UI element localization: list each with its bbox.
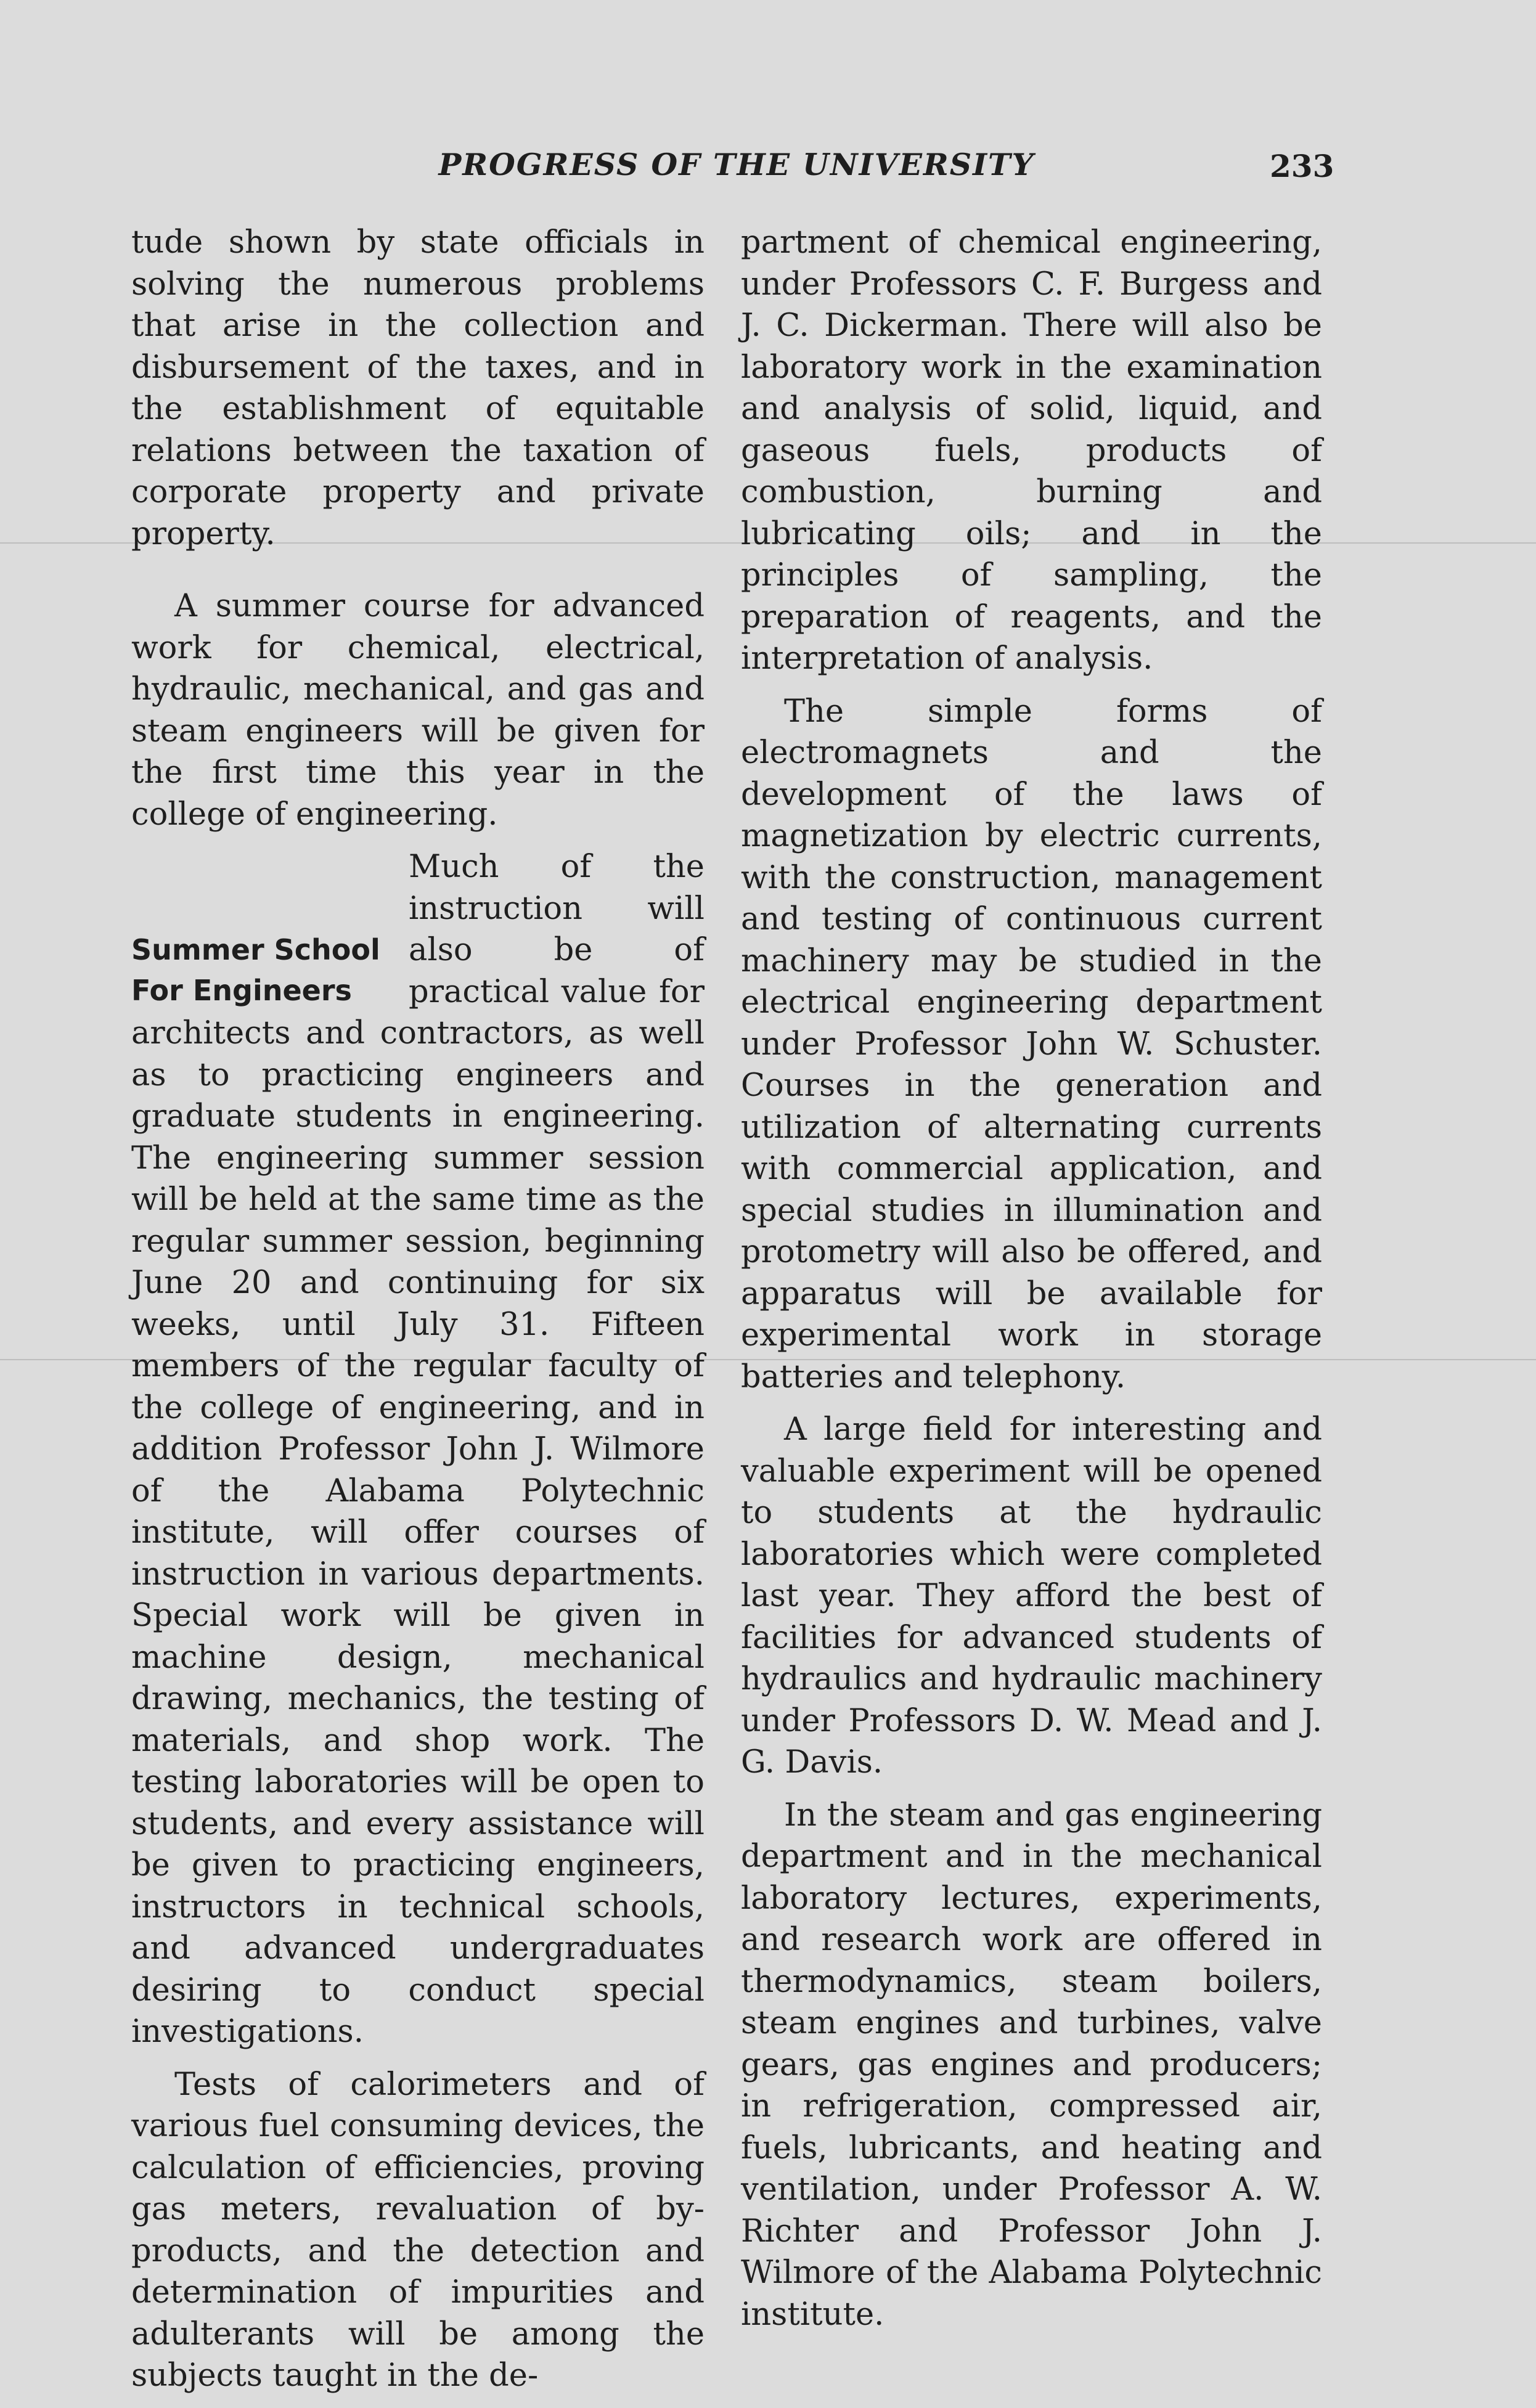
paragraph: In the steam and gas engineering department and in the mechanical laboratory lectures, experiments, and research work are offered in thermodynamics, steam boilers, steam engines and turbines, valve gears, gas engines and producers; in refrigeration, compressed air, fuels, lubricants, and heating and ventilation, under Professor A. W. Richter and Professor John J. Wilmore of the Alabama Polytechnic institute. (741, 1797, 1322, 2333)
running-title: PROGRESS OF THE UNIVERSITY (438, 147, 1035, 182)
paragraph (131, 586, 705, 835)
paragraph-lead: A summer course for advanced work for chemical, electrical, hydraulic, mechanical, and gas and steam engineers will be given for the first time this year in the college of engineering. (131, 588, 705, 833)
paragraph: partment of chemical engineering, under Professors C. F. Burgess and J. C. Dickerman. There will also be laboratory work in the examination and analysis of solid, liquid, and gaseous fuels, products of combustion, burning and lubricating oils; and in the principles of sampling, the preparation of reagents, and the interpretation of analysis. (741, 224, 1322, 677)
page-number: 233 (1270, 148, 1334, 184)
paragraph: A large field for interesting and valuable experiment will be opened to students at the hydraulic laboratories which were completed last year. They afford the best of facilities for advanced students of hydraulics and hydraulic machinery under Professors D. W. Mead and J. G. Davis. (741, 1411, 1322, 1781)
side-heading-line: Summer School (131, 933, 380, 966)
side-heading-line: For Engineers (131, 974, 352, 1007)
side-heading (131, 929, 396, 1011)
summer-school-section (131, 846, 705, 2053)
left-column (131, 222, 705, 2408)
paragraph: Tests of calorimeters and of various fuel consuming devices, the calculation of efficiencies, proving gas meters, revaluation of by-products, and the detection and determination of impurities and adulterants will be among the subjects taught in the de- (131, 2066, 705, 2394)
paragraph: tude shown by state officials in solving the numerous problems that arise in the collection and disbursement of the taxes, and in the establishment of equitable relations between the taxation of corporate property and private property. (131, 224, 705, 552)
right-column (741, 222, 1322, 2346)
paragraph: Much of the instruction will also be of practical value for architects and contractors, as well as to practicing engineers and graduate students in engineering. The engineering summer session will be held at the same time as the regular summer session, beginning June 20 and continuing for six weeks, until July 31. Fifteen members of the regular faculty of the college of engineering, and in addition Professor John J. Wilmore of the Alabama Polytechnic institute, will offer courses of instruction in various departments. Special work will be given in machine design, mechanical drawing, mechanics, the testing of materials, and shop work. The testing laboratories will be open to students, and every assistance will be given to practicing engineers, instructors in technical schools, and advanced undergraduates desiring to conduct special investigations. (131, 849, 705, 2050)
paragraph: The simple forms of electromagnets and the development of the laws of magnetization by electric currents, with the construction, management and testing of continuous current machinery may be studied in the electrical engineering department under Professor John W. Schuster. Courses in the generation and utilization of alternating currents with commercial application, and special studies in illumination and protometry will also be offered, and apparatus will be available for experimental work in storage batteries and telephony. (741, 693, 1322, 1395)
